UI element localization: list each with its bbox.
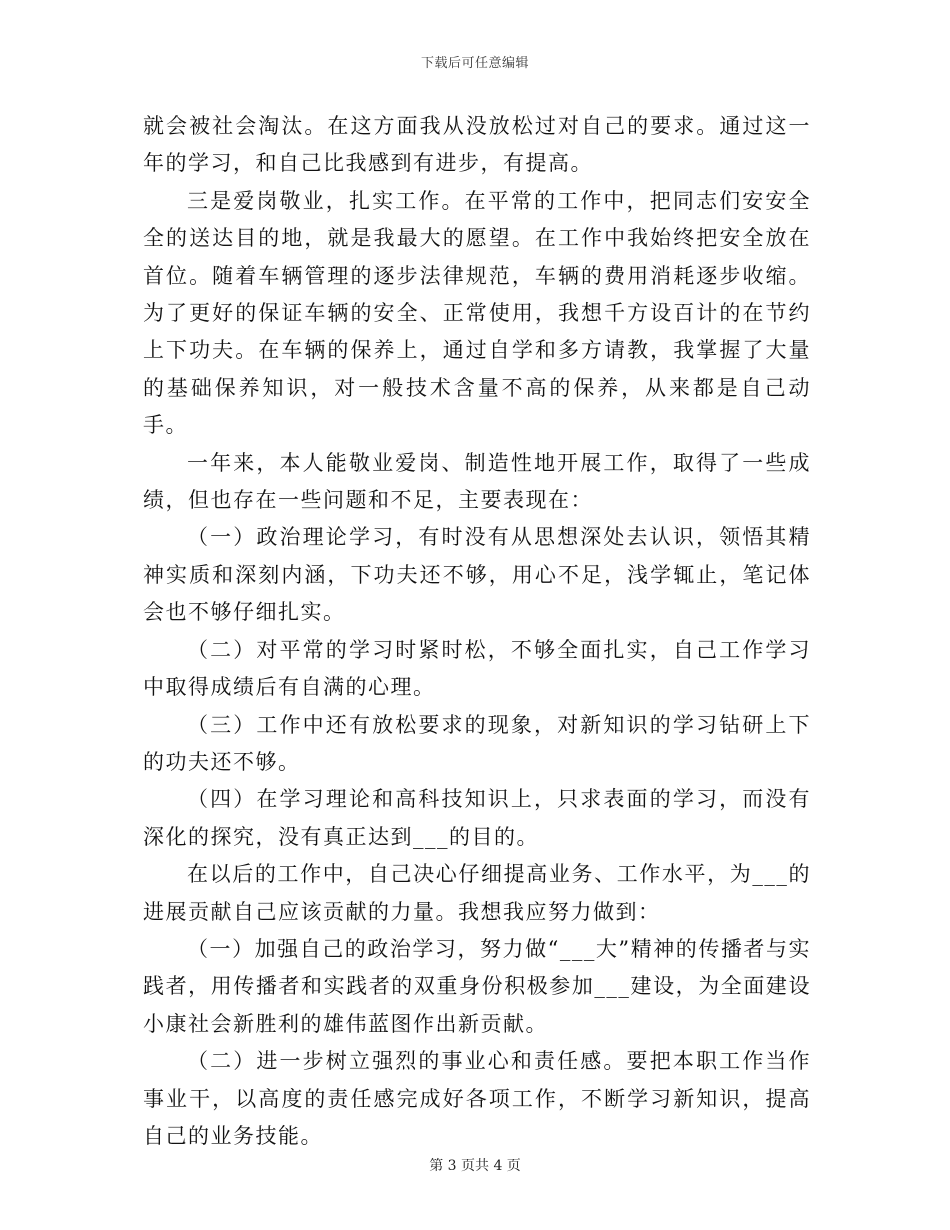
page-number: 第 3 页共 4 页: [429, 1158, 521, 1174]
document-body: [143, 108, 811, 1155]
paragraph-2: 三是爱岗敬业，扎实工作。在平常的工作中，把同志们安安全全的送达目的地，就是我最大的愿望。在工作中我始终把安全放在首位。随着车辆管理的逐步法律规范，车辆的费用消耗逐步收缩。为了更好的保证车辆的安全、正常使用，我想千方设百计的在节约上下功夫。在车辆的保养上，通过自学和多方请教，我掌握了大量的基础保养知识，对一般技术含量不高的保养，从来都是自己动手。: [143, 188, 811, 438]
page-header: 下载后可任意编辑: [420, 56, 529, 71]
paragraph-10: （二）进一步树立强烈的事业心和责任感。要把本职工作当作事业干，以高度的责任感完成好各项工作，不断学习新知识，提高自己的业务技能。: [143, 1049, 811, 1148]
paragraph-4: （一）政治理论学习，有时没有从思想深处去认识，领悟其精神实质和深刻内涵，下功夫还不够，用心不足，浅学辄止，笔记体会也不够仔细扎实。: [143, 525, 811, 625]
paragraph-7: （四）在学习理论和高科技知识上，只求表面的学习，而没有深化的探究，没有真正达到___的目的。: [143, 787, 811, 849]
paragraph-6: （三）工作中还有放松要求的现象，对新知识的学习钻研上下的功夫还不够。: [143, 712, 811, 774]
paragraph-9: （一）加强自己的政治学习，努力做“___大”精神的传播者与实践者，用传播者和实践者的双重身份积极参加___建设，为全面建设小康社会新胜利的雄伟蓝图作出新贡献。: [143, 936, 811, 1036]
paragraph-8: 在以后的工作中，自己决心仔细提高业务、工作水平，为___的进展贡献自己应该贡献的力量。我想我应努力做到：: [143, 862, 811, 924]
paragraph-5: （二）对平常的学习时紧时松，不够全面扎实，自己工作学习中取得成绩后有自满的心理。: [143, 637, 811, 700]
paragraph-3: 一年来，本人能敬业爱岗、制造性地开展工作，取得了一些成绩，但也存在一些问题和不足，主要表现在：: [143, 450, 811, 513]
paragraph-1: 就会被社会淘汰。在这方面我从没放松过对自己的要求。通过这一年的学习，和自己比我感到有进步，有提高。: [143, 114, 811, 176]
